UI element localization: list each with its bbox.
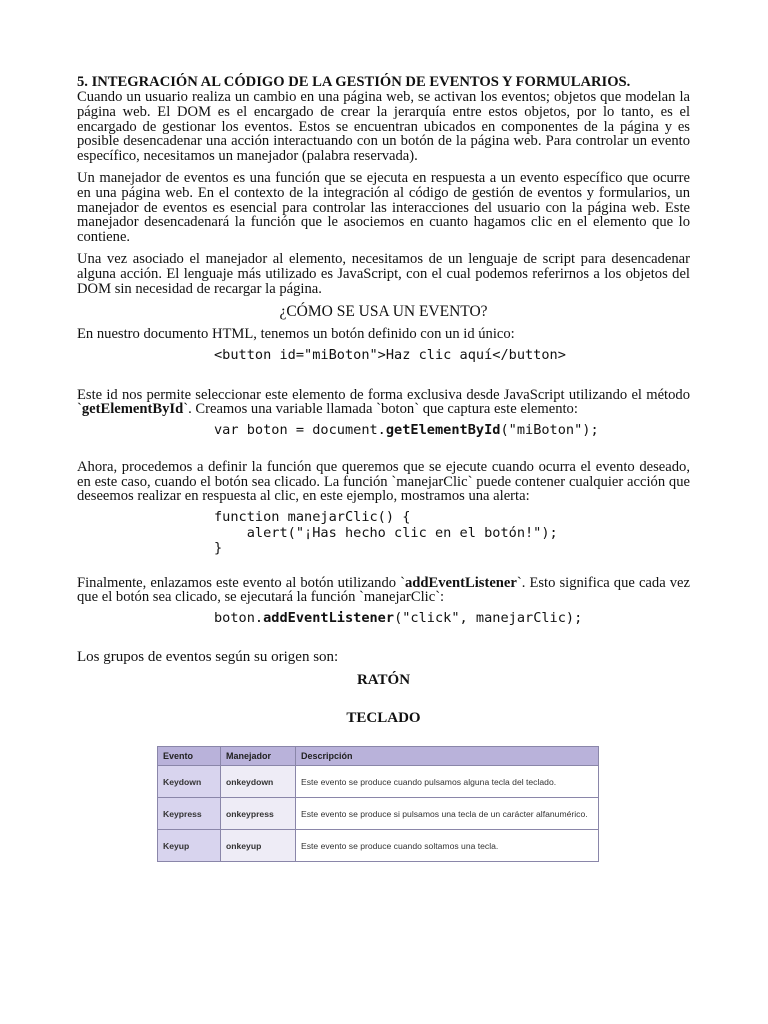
table-cell-event: Keyup xyxy=(158,830,221,862)
table-cell-description: Este evento se produce cuando soltamos una tecla. xyxy=(296,830,599,862)
code-listener: boton.addEventListener("click", manejarClic); xyxy=(214,610,583,627)
table-cell-description: Este evento se produce cuando pulsamos alguna tecla del teclado. xyxy=(296,766,599,798)
table-row xyxy=(158,766,599,798)
paragraph-intro: Cuando un usuario realiza un cambio en una página web, se activan los eventos; objetos que modelan la página web. El DOM es el encargado de crear la jerarquía entre estos objetos, por lo tanto, es el encargado de gestionar los eventos. Estos se encuentran ubicados en componentes de la página y es posible desencadenar una acción interactuando con un botón de la página web. Para controlar un evento específico, necesitamos un manejador (palabra reservada). xyxy=(77,89,690,165)
table-header-handler: Manejador xyxy=(221,747,296,766)
paragraph-getelementbyid: Este id nos permite seleccionar este elemento de forma exclusiva desde JavaScript utilizando el método `getElementById`. Creamos una variable llamada `boton` que captura este elemento: xyxy=(77,386,690,418)
code-function: function manejarClic() { alert("¡Has hecho clic en el botón!"); } xyxy=(214,509,558,557)
table-cell-handler: onkeydown xyxy=(221,766,296,798)
keyboard-events-table xyxy=(157,746,599,862)
table-row xyxy=(158,830,599,862)
table-header-event: Evento xyxy=(158,747,221,766)
paragraph-html-button: En nuestro documento HTML, tenemos un botón definido con un id único: xyxy=(77,326,515,343)
paragraph-addeventlistener: Finalmente, enlazamos este evento al botón utilizando `addEventListener`. Esto significa que cada vez que el botón sea clicado, se ejecutará la función `manejarClic`: xyxy=(77,574,690,606)
table-header-description: Descripción xyxy=(296,747,599,766)
table-cell-handler: onkeyup xyxy=(221,830,296,862)
section-heading: 5. INTEGRACIÓN AL CÓDIGO DE LA GESTIÓN DE EVENTOS Y FORMULARIOS. xyxy=(77,74,631,90)
document-body xyxy=(77,75,690,727)
table-cell-handler: onkeypress xyxy=(221,798,296,830)
paragraph-function: Ahora, procedemos a definir la función que queremos que se ejecute cuando ocurra el evento deseado, en este caso, cuando el botón sea clicado. La función `manejarClic` puede contener cualquier acción que deseemos realizar en respuesta al clic, en este ejemplo, mostramos una alerta: xyxy=(77,458,690,505)
table-cell-event: Keydown xyxy=(158,766,221,798)
table-row xyxy=(158,798,599,830)
code-button: <button id="miBoton">Haz clic aquí</button> xyxy=(214,347,566,364)
paragraph-event-groups: Los grupos de eventos según su origen son: xyxy=(77,648,339,665)
code-variable: var boton = document.getElementById("miBoton"); xyxy=(214,422,599,439)
section-title-mouse: RATÓN xyxy=(356,671,411,688)
paragraph-script: Una vez asociado el manejador al elemento, necesitamos de un lenguaje de script para desencadenar alguna acción. El lenguaje más utilizado es JavaScript, con el cual podemos referirnos a los objetos del DOM sin necesidad de recargar la página. xyxy=(77,250,690,297)
section-title-keyboard: TECLADO xyxy=(346,709,421,726)
table-cell-description: Este evento se produce si pulsamos una tecla de un carácter alfanumérico. xyxy=(296,798,599,830)
paragraph-handler: Un manejador de eventos es una función que se ejecuta en respuesta a un evento específico que ocurre en una página web. En el contexto de la integración al código de gestión de eventos y formularios, un manejador de eventos es esencial para controlar las interacciones del usuario con la página web. Este manejador desencadenará la función que le asociemos en cuanto hagamos clic en el elemento que lo contiene. xyxy=(77,169,690,246)
table-cell-event: Keypress xyxy=(158,798,221,830)
subtitle-how-to-use: ¿CÓMO SE USA UN EVENTO? xyxy=(279,303,488,321)
